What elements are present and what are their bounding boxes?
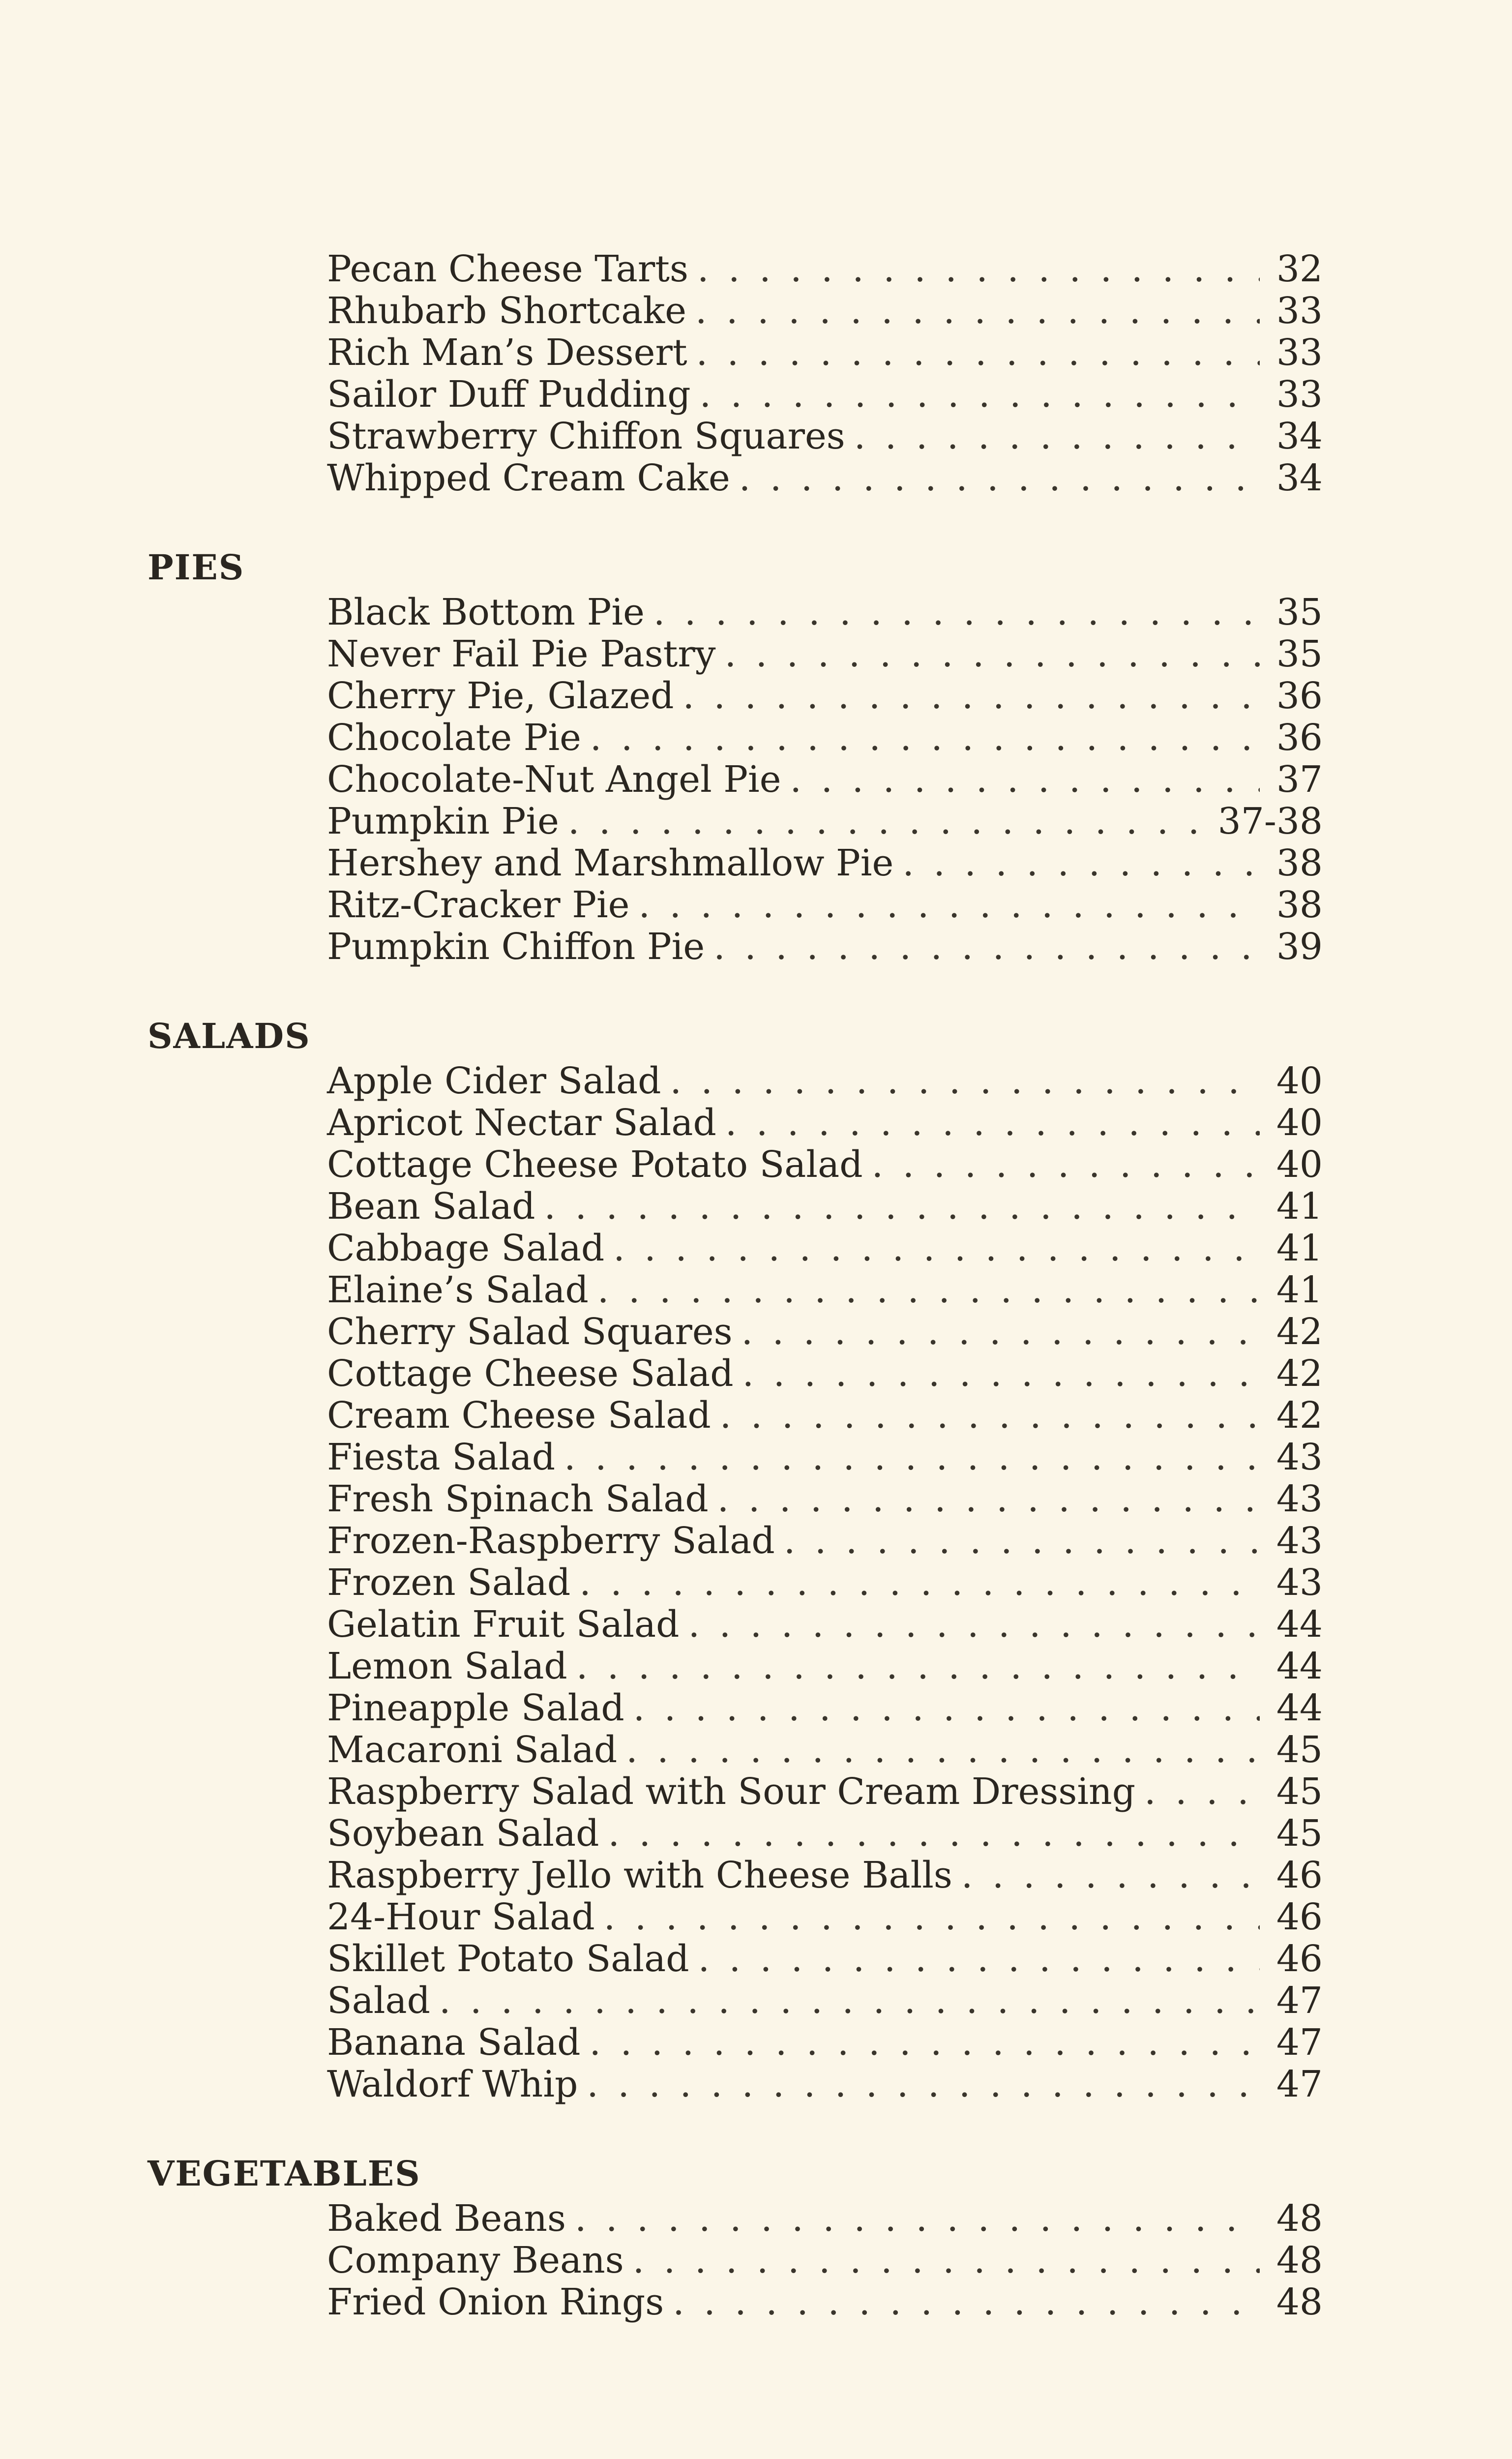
recipe-name: Cabbage Salad [327,1227,605,1269]
dot-leader [697,248,1260,290]
page-number: 34 [1276,415,1323,457]
recipe-name: Cherry Salad Squares [327,1311,733,1353]
page-number: 45 [1276,1812,1323,1855]
index-entry [148,457,1323,499]
recipe-name: Fresh Spinach Salad [327,1478,709,1520]
index-entry [148,1060,1323,1102]
recipe-name: Chocolate Pie [327,717,581,759]
recipe-name: Hershey and Marshmallow Pie [327,842,894,884]
dot-leader [590,717,1260,759]
dot-leader [739,457,1260,499]
recipe-name: Frozen Salad [327,1561,571,1604]
dot-leader [902,842,1260,884]
index-entry [148,1729,1323,1771]
index-entry [148,290,1323,332]
recipe-name: Company Beans [327,2239,624,2281]
recipe-name: Salad [327,1979,430,2022]
page-number: 44 [1276,1687,1323,1729]
dot-leader [633,2240,1260,2281]
recipe-name: Fiesta Salad [327,1436,556,1478]
index-section [148,543,1323,968]
index-entry [148,717,1323,759]
recipe-index [148,248,1323,2368]
index-entry [148,2022,1323,2064]
index-entry [148,416,1323,457]
dot-leader [626,1729,1260,1771]
index-entry [148,1311,1323,1353]
index-entry [148,1353,1323,1395]
page-number: 41 [1276,1227,1323,1269]
page-number: 45 [1276,1770,1323,1813]
index-entry [148,1102,1323,1144]
dot-leader [854,416,1260,457]
dot-leader [725,633,1260,675]
index-entry [148,1771,1323,1813]
page-number: 33 [1276,373,1323,416]
index-entry [148,633,1323,675]
index-entry [148,1228,1323,1269]
recipe-name: Pumpkin Pie [327,800,559,842]
dot-leader [564,1437,1260,1478]
page-number: 38 [1276,842,1323,884]
page-number: 32 [1276,248,1323,290]
dot-leader [698,1938,1260,1980]
index-entry [148,1269,1323,1311]
dot-leader [568,801,1209,842]
recipe-name: Pineapple Salad [327,1687,624,1729]
dot-leader [742,1353,1260,1395]
index-entry [148,1395,1323,1437]
recipe-name: Lemon Salad [327,1645,567,1687]
dot-leader [597,1269,1260,1311]
page-number: 44 [1276,1603,1323,1646]
recipe-name: Macaroni Salad [327,1729,618,1771]
dot-leader [608,1813,1260,1855]
dot-leader [720,1395,1260,1437]
index-entry [148,1478,1323,1520]
index-entry [148,1896,1323,1938]
recipe-name: Cottage Cheese Salad [327,1352,734,1395]
page-number: 37-38 [1217,800,1323,842]
dot-leader [872,1144,1260,1186]
index-entry [148,2281,1323,2323]
dot-leader [604,1896,1260,1938]
recipe-name: Soybean Salad [327,1812,599,1855]
page-number: 33 [1276,331,1323,374]
page-number: 41 [1276,1185,1323,1228]
dot-leader [700,374,1260,416]
index-entry [148,1520,1323,1562]
index-entry [148,926,1323,968]
index-entry [148,592,1323,633]
page-number: 47 [1276,2021,1323,2064]
recipe-name: Never Fail Pie Pastry [327,633,716,675]
dot-leader [633,1687,1260,1729]
page-number: 44 [1276,1645,1323,1687]
dot-leader [688,1604,1260,1646]
index-entry [148,2240,1323,2281]
page-number: 42 [1276,1311,1323,1353]
page-number: 40 [1276,1060,1323,1102]
index-entry [148,1855,1323,1896]
dot-leader [695,290,1260,332]
page-number: 36 [1276,717,1323,759]
recipe-name: Rich Man’s Dessert [327,331,687,374]
recipe-name: Baked Beans [327,2197,566,2240]
index-entry [148,1144,1323,1186]
page-number: 34 [1276,457,1323,499]
index-entry [148,884,1323,926]
page-number: 35 [1276,591,1323,633]
recipe-name: Frozen-Raspberry Salad [327,1520,775,1562]
recipe-name: Gelatin Fruit Salad [327,1603,680,1646]
index-entry [148,1980,1323,2022]
dot-leader [790,759,1260,801]
dot-leader [579,1562,1260,1604]
section-heading: PIES [148,547,245,588]
recipe-name: Banana Salad [327,2021,581,2064]
dot-leader [638,884,1260,926]
index-entry [148,1437,1323,1478]
recipe-name: Skillet Potato Salad [327,1938,689,1980]
page-number: 37 [1276,758,1323,801]
section-heading: VEGETABLES [148,2153,421,2194]
recipe-name: Rhubarb Shortcake [327,290,687,332]
page-number: 43 [1276,1436,1323,1478]
dot-leader [673,2281,1260,2323]
recipe-name: Apple Cider Salad [327,1060,661,1102]
index-entry [148,842,1323,884]
recipe-name: Strawberry Chiffon Squares [327,415,845,457]
recipe-name: Pumpkin Chiffon Pie [327,926,705,968]
index-section [148,248,1323,499]
recipe-name: Ritz-Cracker Pie [327,884,630,926]
recipe-name: Fried Onion Rings [327,2281,664,2323]
dot-leader [696,332,1260,374]
page-number: 47 [1276,1979,1323,2022]
dot-leader [784,1520,1260,1562]
index-entry [148,1562,1323,1604]
dot-leader [613,1228,1260,1269]
index-entry [148,1813,1323,1855]
dot-leader [713,926,1260,968]
page-number: 48 [1276,2197,1323,2240]
page-number: 41 [1276,1269,1323,1311]
page-number: 43 [1276,1478,1323,1520]
index-entry [148,1186,1323,1228]
recipe-name: Raspberry Jello with Cheese Balls [327,1854,952,1896]
dot-leader [544,1186,1260,1228]
index-entry [148,2064,1323,2105]
page-number: 40 [1276,1102,1323,1144]
recipe-name: Cottage Cheese Potato Salad [327,1143,863,1186]
index-entry [148,759,1323,801]
index-section [148,1012,1323,2105]
index-entry [148,374,1323,416]
section-heading: SALADS [148,1016,311,1056]
page-number: 43 [1276,1561,1323,1604]
page-number: 40 [1276,1143,1323,1186]
recipe-name: Cream Cheese Salad [327,1394,711,1437]
index-section [148,2150,1323,2323]
dot-leader [576,1646,1260,1687]
index-entry [148,1604,1323,1646]
recipe-name: Apricot Nectar Salad [327,1102,716,1144]
page-number: 47 [1276,2063,1323,2105]
recipe-name: 24-Hour Salad [327,1896,595,1938]
dot-leader [575,2198,1260,2240]
page-number: 46 [1276,1938,1323,1980]
recipe-name: Bean Salad [327,1185,535,1228]
index-entry [148,248,1323,290]
page-number: 38 [1276,884,1323,926]
recipe-name: Waldorf Whip [327,2063,578,2105]
recipe-name: Elaine’s Salad [327,1269,589,1311]
page-number: 33 [1276,290,1323,332]
index-entry [148,1938,1323,1980]
page-number: 36 [1276,675,1323,717]
index-entry [148,1687,1323,1729]
dot-leader [439,1980,1260,2022]
recipe-name: Whipped Cream Cake [327,457,730,499]
page-number: 42 [1276,1352,1323,1395]
page-number: 45 [1276,1729,1323,1771]
dot-leader [1144,1771,1260,1813]
page-number: 42 [1276,1394,1323,1437]
dot-leader [590,2022,1260,2064]
dot-leader [653,592,1260,633]
page-number: 46 [1276,1854,1323,1896]
page-number: 43 [1276,1520,1323,1562]
page-number: 39 [1276,926,1323,968]
recipe-name: Cherry Pie, Glazed [327,675,674,717]
recipe-name: Raspberry Salad with Sour Cream Dressing [327,1770,1136,1813]
index-entry [148,1646,1323,1687]
dot-leader [587,2064,1260,2105]
page-number: 46 [1276,1896,1323,1938]
dot-leader [961,1855,1260,1896]
dot-leader [670,1060,1260,1102]
recipe-name: Sailor Duff Pudding [327,373,691,416]
recipe-name: Chocolate-Nut Angel Pie [327,758,781,801]
recipe-name: Pecan Cheese Tarts [327,248,688,290]
page-number: 48 [1276,2281,1323,2323]
index-entry [148,801,1323,842]
dot-leader [741,1311,1260,1353]
dot-leader [683,675,1260,717]
index-entry [148,332,1323,374]
dot-leader [717,1478,1260,1520]
index-entry [148,2198,1323,2240]
page-number: 48 [1276,2239,1323,2281]
recipe-name: Black Bottom Pie [327,591,645,633]
dot-leader [725,1102,1260,1144]
index-entry [148,675,1323,717]
page-number: 35 [1276,633,1323,675]
